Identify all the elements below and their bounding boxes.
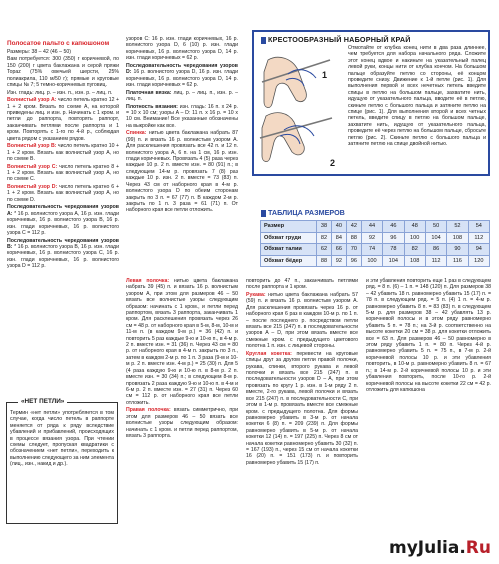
sizes-table-cell: 104 [383,255,404,267]
pattern-d-text: число петель кратно 6 + 1 + 2 кром. Вязать как волнистый узор А, но по схеме D. [7,183,119,203]
sizes-table-row-label: Обхват груди [261,232,317,244]
sleeves-heading: Рукава: [246,292,266,298]
pattern-b-text: число петель кратно 10 + 1 + 2 кром. Вязать как волнистый узор А, но по схеме В. [7,143,119,162]
column-5-text: и эти убавления повторить еще 1 раз в следующем ряд. = 8 п. (6) – 1 п. = 148 (120) п. Для размеров 38 – 42 убавить 18 п. равномерно убавить 15 (17) п. = 78 п. в следующем ряд. = 5 п. (4) 1 п. = 4-м р. равномерно убавить 8 п. = 83 (83) п. в следующем 5-м р. для размеров 38 – 42 убавлять 13 р. коричневой полосы и в этом ряду равномерно убавить 5 п. = 78 п.; на 3-й р. соответственно на высоте кокетки 20 см = 38 р. для кокетки отложить все = 63 п. Для размеров 46 – 50 равномерно в этом ряду убавить 1 п. = 80 п. Через 4-й р. равномерно убавить 5 п. = 75 п., в 7-м р. 2-й коричневой полосы 10 р. и эти убавления повторить, в 10-м р. равномерно убавить 8 п. = 67 п.; в 14-м р. 2-й коричневой полосы 10 р. и эти убавления повторить, после 10-го р. 2-й коричневой полосы на высоте кокетки 22 см = 42 р. отложить для капюшона [366,278,491,393]
no-loop-title: «НЕТ ПЕТЛИ» [18,398,67,405]
sizes-table-cell: 108 [404,255,425,267]
sizes-table-cell: 66 [331,244,346,256]
sizes-table-cell: 86 [425,244,446,256]
right-front-paragraph [126,407,238,439]
back-text: нитью цвета баклажана набрать 87 (99) п. и вязать 16 р. волнистым узором А. Для расклешения провязать все 42 п. и 12 п. волнистого узора А, 6 п. на 1 см, 16 р. изн. глади коричневых. Провязать 4 (5) раза через каждые 10 р. 2 п. вместе изн. = 80 (91) п.; в следующем 14-м р. провязать 7 (8) раз каждые 10 р. изн. 2 п. вместе = 73 (83) п. Через 43 см от наборного края в 4-м р. волнистого узора D по обеим сторонам закрыть по 3 п. = 67 (77) п. В каждом 2-м р. закрыть по 1 п. 3 раза = 61 (71) п. От наборного края все петли отложить. [126,130,238,214]
instructions-column-2 [126,36,238,215]
sequence-b-heading: Последовательность чередования узоров В: [7,237,119,250]
sizes-table-row-label: Обхват бёдер [261,255,317,267]
sizes-table-cell: 40 [331,221,346,233]
sizes-table-cell: 70 [346,244,361,256]
sizes-table-title-marker [261,210,266,217]
cast-on-title-marker [261,37,266,44]
watermark-main: myJulia. [388,538,466,558]
instructions-column-4 [246,278,358,467]
sizes-table-cell: 88 [317,255,332,267]
sequence-b-paragraph [7,238,119,270]
column-4-intro: повторить до 47 п., заканчивать петлями после раппорта и 1 кром. [246,278,358,291]
garter-text: лиц. р. – лиц. п., изн. р. – лиц. п. [126,89,238,103]
pattern-c-paragraph [7,164,119,183]
sequence-d-text: 16 р. волнистого узора D, 16 р. изн. глади коричневых, 16 р. волнистого узора D, 14 р. изн. глади коричневых = 62 р. [126,69,238,89]
sizes-table-cell: 104 [425,232,446,244]
sizes-table-cell: 38 [317,221,332,233]
left-front-paragraph [126,278,238,406]
gauge-text: изн. гладь: 16 п. х 24 р. = 10 х 10 см; узоры A – D: 11 п. х 16 р. = 10 х 10 см. Внимание! Все указанные обозначены на выкройке как все. [126,103,238,129]
sizes-table-cell: 100 [404,232,425,244]
sizes-table-cell: 82 [404,244,425,256]
sizes-table-cell: 90 [447,244,468,256]
sizes-table-title: ТАБЛИЦА РАЗМЕРОВ [268,208,345,217]
left-front-text: нитью цвета баклажана набрать 39 (45) п. и вязать 16 р. волнистым узором А, при этом для размеров 46 – 50 вязать все волнистые узоры следующим образом: начинать с 1 кром., и петли перед раппортом, вязать 3 раппорта, заканчивать 1 кром. Для расклешения провязать через 26 см = 48 р. от наборного края в 5-м, 8-м, 10-м и 11-м п. (в каждом 9-м р.) = 36 (42) п. и повторить 5 раз каждые 9-ю и 10-ю п., в 4-м р. 2 п. вместе изн. = 31 (36) п. Через 43 см = 80 р. от наборного края в 4-м п. закрыть по 3 п., затем в каждом 2-м р. по 1 п. 3 раза (9-м и 10-м р. 2 п. вместе изн. 4-м р.) = 25 (30) п. Для 5 (4 раза каждую 9-ю и 10-ю п. в 8-м р. 2 п. вместе изн. = 30 (34) п.; в следующем 8-м р. провязать 2 раза каждую 9-ю и 10-ю п. в 4-м и 6-м р. 2 п. вместе изн. = 27 (31) п. Через 60 см = 112 р. от наборного края все петли отложить. [126,278,238,406]
sizes-table-cell: 94 [468,244,489,256]
pattern-b-paragraph [7,143,119,162]
sequence-d-heading: Последовательность чередования узоров D: [126,62,238,76]
sizes-table [260,220,490,267]
garter-paragraph [126,90,238,103]
pattern-a-text: число петель кратно 12 + 1 + 2 кром. Вязать по схеме А, на которой приведены лиц. и изн. р. Начинать с 1 кром. и петли до раппорта, повторять раппорт, заканчивать петлями после раппорта и 1 кром. Повторять с 1-го по 4-й р., соблюдая цвета рядом с указанием рядов. [7,97,119,142]
pattern-a-heading: Волнистый узор А: [7,97,57,104]
sizes-table-cell: 78 [383,244,404,256]
instructions-column-1 [7,40,119,271]
sizes-table-cell: 84 [331,232,346,244]
sequence-d-paragraph [126,63,238,89]
stockinette-text: Изн. гладь: лиц. р. – изн. п., изн. р. – лиц. п. [7,89,113,96]
sizes-table-row [261,244,490,256]
sleeves-text: нитью цвета баклажана набрать 57 (59) п. и вязать 16 р. волнистым узором А. Для расклешения провязать через 16 р. от наборного края 6 раз в каждом 10-м р. по 1 п. – после последнего р. посредством петли вязать все 215 (247) п. в последовательности узоров A – D, при этом вязать вместе все смежные кром. с предыдущего цветового полотна 1 п. изн. с лицевой стороны. [246,292,358,350]
sizes-table-cell: 62 [317,244,332,256]
yoke-text: перевести на круговые спицы друг за другом петли правой полочки, рукава, спинки, второго рукава и левой полочки и вязать все 215 (247) п. в последовательности узоров D – A, при этом провязать по кругу 1 р. изн. в 1-м ряду 2 п. вместе, 2-го рукава, левой полочки и вязать все 215 (247) п. в последовательности С, при этом в 1-м р. провязать вместе все смежные кром. с предыдущего полотна. Для формы равномерно убавить в 3-м р. от начала кокетки 6 (8) п. = 209 (239) п. Для формы равномерно убавить в 5-м р. от начала кокетки 12 (14) п. = 197 (225) п. Через 8 см от начала кокетки равномерно убавить 30 (32) п. = 167 (193) п., через 15 см от начала кокетки 16 (20) п. = 151 (173) п. и повторить равномерно убавить 15 (17) п. [246,350,358,466]
sizes-table-cell: 50 [425,221,446,233]
materials-text: Вам потребуется: 300 (350) г коричневой, по 150 (200) г цвета баклажана и серой пряжи Topaz (75% овечьей шерсти, 25% полиакрила, 110 м/50 г); прямые и круговые спицы № 7; 5 темно-коричневых пуговиц. [7,56,119,88]
sequence-a-text: * 16 р. волнистого узора А, 16 р. изн. глади коричневых, 16 р. волнистого узора В, 16 р. изн. глади коричневых, 16 р. волнистого узора С = 112 р. [7,210,119,236]
hand-figure-2 [260,113,335,168]
sizes-table-cell: 48 [404,221,425,233]
hand-figure-1 [262,57,330,107]
sizes-table-cell: 52 [447,221,468,233]
pattern-c-text: число петель кратно 8 + 1 + 2 кром. Вязать как волнистый узор А, но по схеме С. [7,163,119,183]
sizes-table-row [261,232,490,244]
sizes-table-row-label: Размер [261,221,317,233]
watermark-ru: Ru [465,538,491,558]
sizes-table-cell: 92 [331,255,346,267]
sizes-table-cell: 42 [346,221,361,233]
figure-1-label: 1 [322,70,328,80]
pattern-d-heading: Волнистый узор D: [7,183,58,190]
back-paragraph [126,130,238,213]
sizes-table-cell: 82 [317,232,332,244]
gauge-heading: Плотность вязания: [126,103,178,110]
sizes-table-cell: 120 [468,255,489,267]
sizes-table-cell: 92 [361,232,382,244]
sizes-table-cell: 96 [346,255,361,267]
sizes-table-cell: 96 [383,232,404,244]
sizes-table-row [261,221,490,233]
site-watermark [389,538,491,558]
left-front-heading: Левая полочка: [126,278,170,284]
sizes-text: Размеры: 38 – 42 (46 – 50) [7,48,71,55]
sizes-table-cell: 46 [383,221,404,233]
sizes-table-cell: 74 [361,244,382,256]
pattern-d-paragraph [7,184,119,203]
cast-on-illustration [258,52,346,172]
instructions-column-3 [126,278,238,441]
cast-on-title: КРЕСТООБРАЗНЫЙ НАБОРНЫЙ КРАЙ [268,35,411,44]
sleeves-paragraph [246,292,358,350]
sequence-a-heading: Последовательность чередования узоров A: [7,204,119,217]
sizes-table-cell: 54 [468,221,489,233]
sizes-table-cell: 100 [361,255,382,267]
sizes-table-row [261,255,490,267]
pattern-b-heading: Волнистый узор В: [7,143,57,150]
sequence-a-paragraph [7,204,119,236]
pattern-a-paragraph [7,97,119,142]
sizes-table-cell: 108 [447,232,468,244]
sizes-table-cell: 44 [361,221,382,233]
sizes-table-cell: 112 [425,255,446,267]
sizes-table-cell: 88 [346,232,361,244]
right-front-heading: Правая полочка: [126,407,171,414]
figure-2-label: 2 [330,158,336,168]
pattern-c-heading: Волнистый узор С: [7,163,58,170]
sizes-table-row-label: Обхват талии [261,244,317,256]
yoke-paragraph [246,351,358,466]
right-front-text: вязать симметрично, при этом для размеров 46 – 50 вязать все волнистые узоры следующим образом: начинать с 1 кром. и петли перед раппортом, вязать 3 раппорта. [126,407,238,439]
gauge-paragraph [126,104,238,130]
sizes-table-cell: 116 [447,255,468,267]
back-heading: Спинка: [126,130,147,137]
sequence-c-text: узоров С: 16 р. изн. глади коричневых, 16 р. волнистого узора D, 6 (10) р. изн. глади коричневых, 16 р. волнистого узора D, 14 р. изн. глади коричневых = 62 р. [126,36,238,62]
yoke-heading: Круглая кокетка: [246,350,292,357]
cast-on-text: Отмотайте от клубка конец нити в два раза длиннее, чем требуется для набора начального ряда. Сложите этот конец вдвое и накиньте на указательный палец левой руки, концы нити от клубка кончом. На большом пальце образуйте петлю со стороны, её концом проведите снизу. Движение к 1-й петле (рис. 1). Для выполнения первой и всех нечетных петель введите спицы в петлю на большом пальце, захватите нить, идущую от указательного пальца, вводите её в петлю, скиньте петлю с большого пальца и затяните петлю на спице (рис. 1). Для выполнения второй и всех четных петель, введите спицу в петлю на большом пальце, захватите нить, идущую от указательного пальца, проведите её через петлю на большом пальце, сбросьте петлю (рис. 2). Скиньте петлю с большого пальца и затяните петлю на спице двойной нитью. [348,45,486,148]
instructions-column-5 [366,278,491,395]
article-title: Полосатое пальто с капюшоном [7,40,110,47]
sequence-b-text: * 16 р. волнистого узора В, 16 р. изн. глади коричневых, 16 р. волнистого узора С, 16 р. изн. глади коричневых, 16 р. волнистого узора D = 112 р. [7,243,119,270]
garter-heading: Платочная вязка: [126,89,172,96]
no-loop-text: Термин «нет петли» употребляется в том случае, когда число петель в раппорте меняется от ряда к ряду вследствие убавлений и прибавлений, происходящих в процессе вязания узора. При чтении схемы следует, пропуская квадратики с обозначением «нет петли», переходить к выполнению следующего за ним элемента (лиц., изн., накид и др.). [10,410,114,468]
sizes-table-cell: 112 [468,232,489,244]
